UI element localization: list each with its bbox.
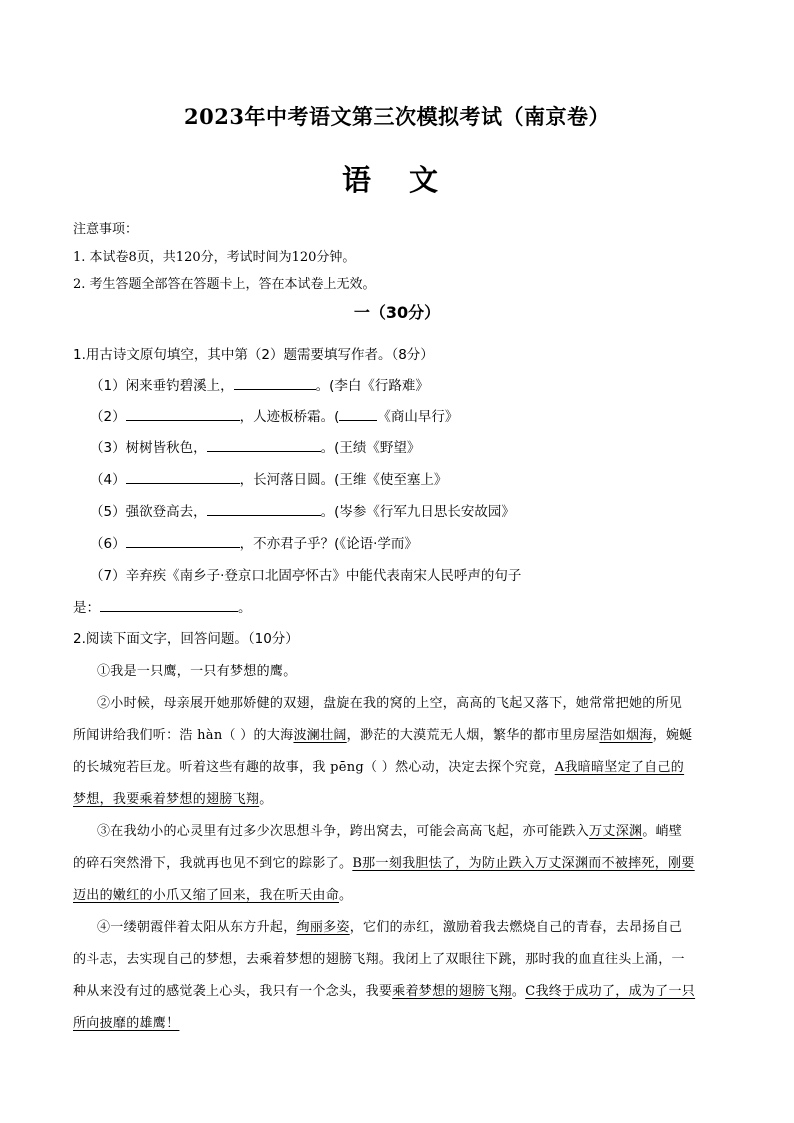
q2-paragraph-4-line-1 [97,916,747,935]
answer-blank[interactable] [126,407,240,421]
q1-item-2-pre: （2） [90,409,126,425]
text-run: 。 [339,888,353,903]
text-run: 的碎石突然滑下，我就再也见不到它的踪影了。 [73,856,353,871]
text-run: ③在我幼小的心灵里有过多少次思想斗争，跨出窝去，可能会高高飞起，亦可能跌入 [97,824,590,839]
q1-item-5-post: 。(岑参《行军九日思长安故园》 [320,504,515,520]
text-run: ，它们的赤红，激励着我去燃烧自己的青春，去昂扬自己 [349,920,683,935]
answer-blank[interactable] [207,502,321,516]
q1-item-1 [90,374,429,394]
q1-item-3-pre: （3）树树皆秋色， [90,440,207,456]
underlined-sentence-a-cont: 梦想，我要乘着梦想的翅膀飞翔 [73,792,260,807]
answer-blank[interactable] [126,470,240,484]
q1-item-5 [90,500,515,520]
underlined-sentence-c: C我终于成功了，成为了一只 [525,984,696,999]
q1-item-4 [90,468,447,488]
q1-item-1-post: 。(李白《行路难》 [315,378,429,394]
question-2-stem: 2.阅读下面文字，回答问题。（10分） [73,631,299,647]
answer-blank[interactable] [126,534,240,548]
answer-blank[interactable] [234,376,316,390]
q1-item-6-pre: （6） [90,536,126,552]
text-run: ，婉蜒 [652,728,693,743]
q1-item-4-post: ，长河落日圆。(王维《使至塞上》 [239,472,448,488]
underlined-sentence-b: B那一刻我胆怯了，为防止跌入万丈深渊而不被摔死，刚要 [352,856,695,871]
underlined-sentence-a: A我暗暗坚定了自己的 [554,760,685,775]
underlined-sentence-c-cont: 所向披靡的雄鹰！ [73,1016,180,1031]
q1-item-2-post: 《商山早行》 [377,409,459,425]
notice-item-2: 2. 考生答题全部答在答题卡上，答在本试卷上无效。 [73,277,376,292]
q1-item-4-pre: （4） [90,472,126,488]
q1-item-7-continued [73,596,252,616]
q2-paragraph-2-line-2 [73,724,723,743]
q2-paragraph-2-line-4 [73,788,723,807]
text-run: ，渺茫的大漠荒无人烟，繁华的都市里房屋 [346,728,600,743]
q1-item-2 [90,405,458,425]
q2-paragraph-4-line-2: 的斗志，去实现自己的梦想，去乘着梦想的翅膀飞翔。我闭上了双眼往下跳，那时我的血直往头上涌，一 [73,952,685,967]
q2-paragraph-2-line-1: ②小时候，母亲展开她那娇健的双翅，盘旋在我的窝的上空，高高的飞起又落下，她常常把她的所见 [97,696,683,711]
q2-paragraph-3-line-2 [73,852,723,871]
q2-paragraph-4-line-4 [73,1012,723,1031]
q2-paragraph-4-line-3 [73,980,723,999]
q2-paragraph-1: ①我是一只鹰，一只有梦想的鹰。 [97,664,297,679]
notice-item-1: 1. 本试卷8页，共120分，考试时间为120分钟。 [73,250,356,265]
q1-item-6 [90,532,418,552]
q2-paragraph-2-line-3 [73,756,723,775]
text-run: ④一缕朝霞伴着太阳从东方升起， [97,920,297,935]
text-run: 。 [511,984,526,999]
q1-item-2-mid: ，人迹板桥霜。( [239,409,340,425]
exam-title: 2023年中考语文第三次模拟考试（南京卷） [184,104,610,129]
q2-paragraph-3-line-1 [97,820,747,839]
q1-item-7: （7）辛弃疾《南乡子·登京口北固亭怀古》中能代表南宋人民呼声的句子 [90,568,522,584]
text-run: 。 [259,792,273,807]
underlined-phrase: 万丈深渊 [589,824,643,839]
q1-item-6-post: ，不亦君子乎？(《论语·学而》 [239,536,418,552]
section-heading: 一（30分） [353,303,441,322]
q2-paragraph-3-line-3 [73,884,723,903]
underlined-phrase: 乘着梦想的翅膀飞翔 [392,984,512,999]
answer-blank[interactable] [207,438,321,452]
underlined-sentence-b-cont: 迈出的嫩红的小爪又缩了回来，我在听天由命 [73,888,340,903]
q1-item-7-end: 。 [238,600,252,616]
text-run: 。峭壁 [642,824,683,839]
notice-heading: 注意事项： [73,222,139,237]
question-1-stem: 1.用古诗文原句填空，其中第（2）题需要填写作者。（8分） [73,347,434,363]
q1-item-7-cont: 是： [73,600,100,616]
q1-item-3 [90,436,420,456]
q1-item-5-pre: （5）强欲登高去， [90,504,207,520]
q1-item-3-post: 。(王绩《野望》 [320,440,421,456]
underlined-phrase: 绚丽多姿 [296,920,350,935]
subject-title: 语 文 [341,163,453,197]
text-run: 的长城宛若巨龙。听着这些有趣的故事，我 pēng（ ）然心动，决定去探个究竟， [73,760,555,775]
text-run: 种从来没有过的感觉袭上心头，我只有一个念头，我要 [73,984,393,999]
underlined-phrase: 波澜壮阔 [293,728,347,743]
text-run: 所闻讲给我们听：浩 hàn（ ）的大海 [73,728,294,743]
q1-item-1-pre: （1）闲来垂钓碧溪上， [90,378,234,394]
answer-blank[interactable] [100,598,238,612]
author-blank[interactable] [339,407,377,421]
underlined-phrase: 浩如烟海 [599,728,653,743]
